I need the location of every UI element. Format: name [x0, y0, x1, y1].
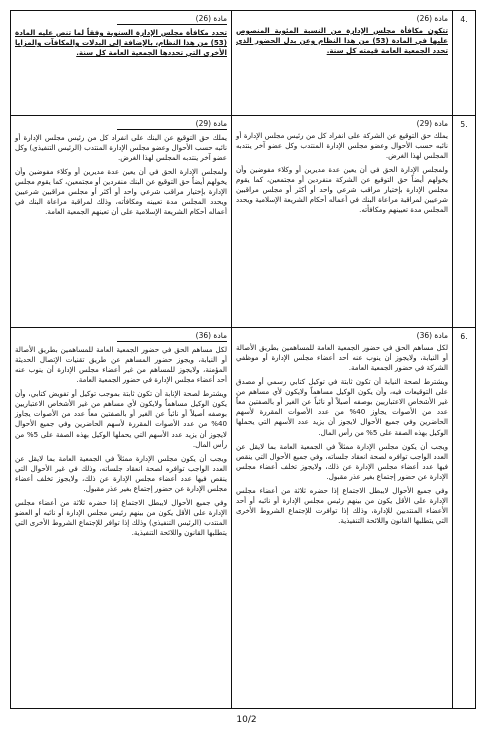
proposed-text-cell: [232, 116, 453, 328]
article-paragraph: لكل مساهم الحق في حضور الجمعية العامة للمساهمين بطريق الأصالة أو النيابة، ولايجوز أن ينوب عنه أحد أعضاء مجلس الإدارة أو موظفي الشركة في حضور الجمعية العامة.: [236, 343, 448, 373]
article-paragraph: يملك حق التوقيع عن البنك على انفراد كل من رئيس مجلس الإدارة أو نائبه حسب الأحوال وعضو مجلس الإدارة المنتدب (الرئيس التنفيذي) وكل عضو آخر ينتدبه المجلس لهذا الغرض.: [14, 133, 227, 163]
article-heading: مادة (36): [416, 331, 448, 340]
article-paragraph: وفي جميع الأحوال لايبطل الاجتماع إذا حضره ثلاثة من أعضاء مجلس الإدارة على الأقل يكون من بينهم رئيس مجلس الإدارة أو نائبه أو العضو المنتدب (الرئيس التنفيذي) وذلك إذا توافر للإجتماع الشروط الأخرى التي يتطلبها القانون واللائحة التنفيذية.: [15, 497, 227, 538]
article-paragraph: ويشترط لصحة النيابة أن تكون ثابتة في توكيل كتابي رسمي أو مصدق على التوقيعات فيه، وأن يكون الوكيل مساهماً ولايكون لأي مساهم من غير الأشخاص الاعتباريين بوصفه أصيلاً أو نائباً عن الغير أو بالصفتين معاً عدد من الأصوات يجاوز 40% من عدد الأصوات المقررة لأسهم الحاضرين وفي جميع الأحوال لايجوز أن يزيد عدد الأسهم التي يحملها الوكيل بهذه الصفة على 5% من رأس المال.: [236, 377, 448, 437]
article-paragraph: ويجب أن يكون مجلس الإدارة ممثلاً في الجمعية العامة بما لايقل عن العدد الواجب توافره لصحة انعقاد جلساته، وفي جميع الأحوال التي ينقص فيها عدد أعضاء مجلس الإدارة عن ذلك، ولايجوز تخلف أعضاء مجلس الإدارة عن حضور إجتماع بغير عذر مقبول.: [236, 441, 448, 481]
amendments-table-body: [11, 11, 476, 709]
article-heading: مادة (36): [117, 331, 227, 342]
row-number: .6: [453, 328, 476, 709]
proposed-text-cell: [232, 11, 453, 116]
article-paragraph: وفي جميع الأحوال لايبطل الاجتماع إذا حضره ثلاثة من أعضاء مجلس الإدارة على الأقل يكون من بينهم رئيس مجلس الإدارة أو نائبه أو أحد الأعضاء المنتدبين للإدارة، وذلك إذا توافرت للإجتماع الشروط الأخرى التي يتطلبها القانون واللائحة التنفيذية.: [236, 485, 448, 525]
article-heading: مادة (29): [416, 119, 448, 128]
article-heading: مادة (26): [416, 14, 448, 23]
current-text-cell: [11, 328, 232, 709]
table-row: [11, 11, 476, 116]
article-paragraph: ويشترط لصحة الإنابة أن تكون ثابتة بموجب توكيل أو تفويض كتابي، وأن يكون الوكيل مساهماً ولايكون لأي مساهم من غير الأشخاص الاعتباريين بوصفه أصيلاً أو نائباً عن الغير أو بالصفتين معاً عدد من الأصوات يجاوز 40% من عدد الأصوات المقررة لأسهم الحاضرين وفي جميع الأحوال لايجوز أن يزيد عدد الأسهم التي يحملها الوكيل بهذه الصفة على 5% من رأس المال.: [15, 389, 227, 449]
article-paragraph: تحدد مكافأة مجلس الإدارة السنوية وفقاً لما تنص عليه المادة (53) من هذا النظام، بالإضافة إلى البدلات والمكافآت والمزايا الأخرى التي تحددها الجمعية العامة كل سنة.: [15, 28, 227, 58]
article-heading: مادة (29): [117, 119, 227, 130]
article-heading: مادة (26): [117, 14, 227, 25]
article-paragraph: ويجب أن يكون مجلس الإدارة ممثلاً في الجمعية العامة بما لايقل عن العدد الواجب توافره لصحة انعقاد جلساته، وذلك في غير الأحوال التي ينقص فيها عدد أعضاء مجلس الإدارة عن ذلك، ولايجوز تخلف أعضاء مجلس الإدارة عن حضور إجتماع بغير عذر مقبول.: [15, 453, 227, 493]
article-paragraph: ولمجلس الإدارة الحق في أن يعين عدة مديرين أو وكلاء مفوضين وأن يخولهم أيضاً حق التوقيع عن الشركة منفردين أو مجتمعين، كما يقوم مجلس الإدارة بإختيار مراقب شرعي واحد أو أكثر أو مجلس مراقبين شرعيين لمراقبة مراعاة البنك في أعماله أحكام الشريعة الإسلامية ويحدد المجلس مدة تعيينهم ومكافأته.: [236, 165, 448, 215]
current-text-cell: [11, 116, 232, 328]
row-number: .5: [453, 116, 476, 328]
amendments-table: [10, 10, 476, 709]
comparison-document: [10, 10, 476, 709]
current-text-cell: [11, 11, 232, 116]
table-row: [11, 328, 476, 709]
page-number: 10/2: [236, 715, 257, 725]
article-paragraph: لكل مساهم الحق في حضور الجمعية العامة للمساهمين بطريق الأصالة أو النيابة، ويجوز حضور المساهم عن طريق تقنيات الإتصال الحديثة المؤمنة، ولايجوز للمساهم من غير أعضاء مجلس الإدارة أن ينوب عنه أحد أعضاء مجلس الإدارة في حضور الجمعية العامة.: [15, 345, 227, 385]
article-paragraph: يملك حق التوقيع عن الشركة على انفراد كل من رئيس مجلس الإدارة أو نائبه حسب الأحوال وعضو مجلس الإدارة المنتدب وكل عضو آخر ينتدبه المجلس لهذا الغرض.: [236, 131, 448, 161]
proposed-text-cell: [232, 328, 453, 709]
row-number: .4: [453, 11, 476, 116]
article-paragraph: ولمجلس الإدارة الحق في أن يعين عدة مديرين أو وكلاء مفوضين وأن يخولهم أيضاً حق التوقيع عن البنك منفردين أو مجتمعين، كما يقوم مجلس الإدارة بإختيار مراقب شرعي واحد أو أكثر أو مجلس مراقبين شرعيين ويحدد المجلس مدة تعيينه ومكافأته، وذلك لمراقبة مراعاة البنك في أعماله أحكام الشريعة الإسلامية على أن تعينهم الجمعية العامة.: [15, 167, 227, 217]
table-row: [11, 116, 476, 328]
article-paragraph: تتكون مكافأة مجلس الإدارة من النسبة المئوية المنصوص عليها في المادة (53) من هذا النظام وعن بدل الحضور الذي تحدد الجمعية العامة قيمته كل سنة.: [236, 26, 448, 56]
